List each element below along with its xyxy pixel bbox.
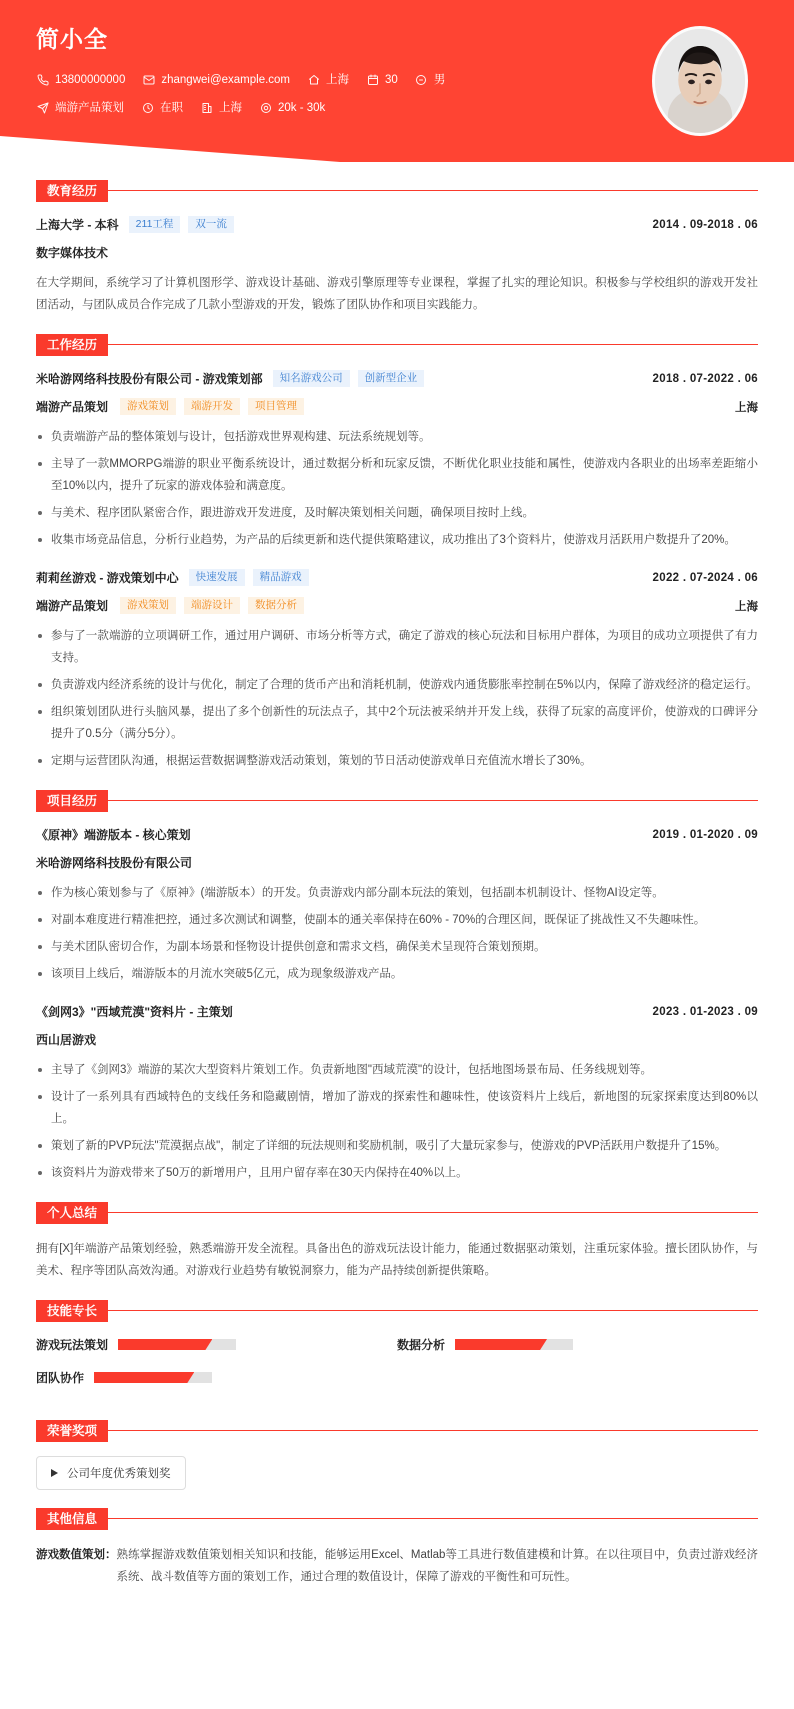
contact-phone-text: 13800000000 <box>55 74 126 86</box>
work-company-tag: 知名游戏公司 <box>273 370 350 387</box>
list-item: 该项目上线后，端游版本的月流水突破5亿元，成为现象级游戏产品。 <box>36 963 758 985</box>
contact-email <box>142 70 290 90</box>
job-status-text: 在职 <box>160 102 183 114</box>
section-header-education <box>36 180 758 202</box>
work-role-tag: 端游开发 <box>184 398 240 415</box>
other-info-text: 熟练掌握游戏数值策划相关知识和技能，能够运用Excel、Matlab等工具进行数值建模和计算。在以往项目中，负责过游戏经济系统、战斗数值等方面的策划工作，通过合理的数值设计，保障了游戏的平衡性和可玩性。 <box>116 1549 758 1583</box>
skill-progress-fill <box>118 1339 212 1350</box>
education-date: 2014 . 09-2018 . 06 <box>652 218 758 231</box>
job-city <box>200 98 242 118</box>
job-target-text: 端游产品策划 <box>55 102 124 114</box>
project-title: 《原神》端游版本 - 核心策划 <box>36 828 191 842</box>
section-rule <box>36 1310 758 1311</box>
project-bullets <box>36 882 758 985</box>
section-rule <box>36 344 758 345</box>
list-item: 与美术、程序团队紧密合作，跟进游戏开发进度，及时解决策划相关问题，确保项目按时上线。 <box>36 502 758 524</box>
contact-location <box>307 70 349 90</box>
skill-progress-fill <box>455 1339 547 1350</box>
salary-expectation-text: 20k - 30k <box>278 102 326 114</box>
section-honors <box>36 1420 758 1490</box>
work-company-tag: 创新型企业 <box>358 370 425 387</box>
section-education <box>36 180 758 316</box>
skill-label: 数据分析 <box>397 1338 446 1352</box>
skill-item <box>36 1336 397 1353</box>
section-projects <box>36 790 758 1184</box>
skill-label: 游戏玩法策划 <box>36 1338 109 1352</box>
other-info-label: 游戏数值策划： <box>36 1549 117 1561</box>
work-role-tag: 数据分析 <box>248 597 304 614</box>
summary-text: 拥有[X]年端游产品策划经验，熟悉端游开发全流程。具备出色的游戏玩法设计能力，能通过数据驱动策划，注重玩家体验。擅长团队协作，与美术、程序等团队高效沟通。对游戏行业趋势有敏锐洞察力，能为产品持续创新提供策略。 <box>36 1243 758 1277</box>
project-entry <box>36 826 758 985</box>
work-bullets <box>36 426 758 551</box>
section-title-summary: 个人总结 <box>36 1202 108 1224</box>
rocket-icon <box>36 102 49 115</box>
section-title-education: 教育经历 <box>36 180 108 202</box>
work-role-line <box>36 398 758 415</box>
skill-item <box>397 1336 758 1353</box>
other-info-row <box>36 1544 758 1588</box>
list-item: 设计了一系列具有西域特色的支线任务和隐藏剧情，增加了游戏的探索性和趣味性，使该资料片上线后，新地图的玩家探索度达到80%以上。 <box>36 1086 758 1130</box>
list-item: 负责端游产品的整体策划与设计，包括游戏世界观构建、玩法系统规划等。 <box>36 426 758 448</box>
work-bullets <box>36 625 758 772</box>
skill-progress-track <box>94 1372 212 1383</box>
section-header-projects <box>36 790 758 812</box>
section-header-work <box>36 334 758 356</box>
section-skills <box>36 1300 758 1402</box>
contact-gender-text: 男 <box>433 74 446 86</box>
section-header-summary <box>36 1202 758 1224</box>
work-date: 2022 . 07-2024 . 06 <box>652 571 758 584</box>
education-entry-headline <box>36 216 758 233</box>
skill-progress-fill <box>94 1372 194 1383</box>
project-bullets <box>36 1059 758 1184</box>
contact-phone <box>36 70 125 90</box>
job-status <box>141 98 183 118</box>
section-title-honors: 荣誉奖项 <box>36 1420 108 1442</box>
project-title: 《剑网3》"西域荒漠"资料片 - 主策划 <box>36 1005 233 1019</box>
list-item: 收集市场竞品信息，分析行业趋势，为产品的后续更新和迭代提供策略建议，成功推出了3个资料片，使游戏月活跃用户数提升了20%。 <box>36 529 758 551</box>
resume-body <box>0 180 794 1614</box>
honor-label: 公司年度优秀策划奖 <box>67 1468 171 1480</box>
section-title-other: 其他信息 <box>36 1508 108 1530</box>
section-header-other <box>36 1508 758 1530</box>
list-item: 与美术团队密切合作，为副本场景和怪物设计提供创意和需求文档，确保美术呈现符合策划预期。 <box>36 936 758 958</box>
education-major: 数字媒体技术 <box>36 246 109 260</box>
contact-location-text: 上海 <box>326 74 350 86</box>
education-description: 在大学期间，系统学习了计算机图形学、游戏设计基础、游戏引擎原理等专业课程，掌握了扎实的理论知识。积极参与学校组织的游戏开发社团活动，与团队成员合作完成了几款小型游戏的开发，锻炼了团队协作和项目实践能力。 <box>36 277 758 311</box>
work-role-line <box>36 597 758 614</box>
section-rule <box>36 800 758 801</box>
honor-item[interactable] <box>36 1456 186 1490</box>
skill-progress-track <box>455 1339 573 1350</box>
education-entry-left <box>36 216 242 233</box>
list-item: 组织策划团队进行头脑风暴，提出了多个创新性的玩法点子，其中2个玩法被采纳并开发上线，获得了玩家的高度评价，使游戏的口碑评分提升了0.5分（满分5分）。 <box>36 701 758 745</box>
work-role-tag: 项目管理 <box>248 398 304 415</box>
contact-email-text: zhangwei@example.com <box>161 74 291 86</box>
work-company-tag: 精品游戏 <box>253 569 309 586</box>
section-title-skills: 技能专长 <box>36 1300 108 1322</box>
section-rule <box>36 1518 758 1519</box>
work-company: 莉莉丝游戏 - 游戏策划中心 <box>36 571 179 585</box>
project-entry-headline <box>36 826 758 843</box>
resume-header <box>0 0 794 162</box>
work-role-left <box>36 597 312 614</box>
job-target <box>36 98 124 118</box>
work-role-left <box>36 398 312 415</box>
section-header-honors <box>36 1420 758 1442</box>
work-entry-left <box>36 370 432 387</box>
section-title-projects: 项目经历 <box>36 790 108 812</box>
work-role-tag: 游戏策划 <box>120 398 176 415</box>
list-item: 该资料片为游戏带来了50万的新增用户，且用户留存率在30天内保持在40%以上。 <box>36 1162 758 1184</box>
list-item: 参与了一款端游的立项调研工作，通过用户调研、市场分析等方式，确定了游戏的核心玩法和目标用户群体，为项目的成功立项提供了有力支持。 <box>36 625 758 669</box>
skill-progress-track <box>118 1339 236 1350</box>
work-role-tag: 端游设计 <box>184 597 240 614</box>
project-org: 米哈游网络科技股份有限公司 <box>36 856 193 870</box>
skills-grid <box>36 1336 758 1402</box>
salary-expectation <box>259 98 325 118</box>
section-rule <box>36 1430 758 1431</box>
list-item: 作为核心策划参与了《原神》(端游版本）的开发。负责游戏内部分副本玩法的策划，包括副本机制设计、怪物AI设定等。 <box>36 882 758 904</box>
header-diagonal-decoration <box>0 136 340 162</box>
list-item: 负责游戏内经济系统的设计与优化，制定了合理的货币产出和消耗机制，使游戏内通货膨胀率控制在5%以内，保障了游戏经济的稳定运行。 <box>36 674 758 696</box>
contact-gender <box>415 70 446 90</box>
calendar-icon <box>366 74 379 87</box>
education-school: 上海大学 - 本科 <box>36 218 119 232</box>
job-city-text: 上海 <box>219 102 242 114</box>
education-entry <box>36 216 758 316</box>
skill-item <box>36 1369 397 1386</box>
project-date: 2023 . 01-2023 . 09 <box>652 1005 758 1018</box>
work-city: 上海 <box>735 600 758 613</box>
avatar <box>652 26 748 136</box>
project-org: 西山居游戏 <box>36 1033 97 1047</box>
section-title-work: 工作经历 <box>36 334 108 356</box>
work-entry-headline <box>36 370 758 387</box>
work-company-tag: 快速发展 <box>189 569 245 586</box>
contact-age-text: 30 <box>385 74 398 86</box>
status-icon <box>141 102 154 115</box>
work-entry-headline <box>36 569 758 586</box>
phone-icon <box>36 74 49 87</box>
project-entry <box>36 1003 758 1184</box>
list-item: 主导了《剑网3》端游的某次大型资料片策划工作。负责新地图"西域荒漠"的设计，包括地图场景布局、任务线规划等。 <box>36 1059 758 1081</box>
section-rule <box>36 190 758 191</box>
work-role: 端游产品策划 <box>36 400 109 414</box>
section-other <box>36 1508 758 1588</box>
list-item: 主导了一款MMORPG端游的职业平衡系统设计，通过数据分析和玩家反馈，不断优化职业技能和属性，使游戏内各职业的出场率差距缩小至10%以内，提升了玩家的游戏体验和满意度。 <box>36 453 758 497</box>
list-item: 策划了新的PVP玩法"荒漠据点战"，制定了详细的玩法规则和奖励机制，吸引了大量玩家参与，使游戏的PVP活跃用户数提升了15%。 <box>36 1135 758 1157</box>
section-work <box>36 334 758 772</box>
work-date: 2018 . 07-2022 . 06 <box>652 372 758 385</box>
list-item: 定期与运营团队沟通，根据运营数据调整游戏活动策划，策划的节日活动使游戏单日充值流水增长了30%。 <box>36 750 758 772</box>
work-city: 上海 <box>735 401 758 414</box>
work-company: 米哈游网络科技股份有限公司 - 游戏策划部 <box>36 372 263 386</box>
section-header-skills <box>36 1300 758 1322</box>
section-rule <box>36 1212 758 1213</box>
education-tag: 211工程 <box>129 216 181 233</box>
play-triangle-icon <box>51 1469 58 1477</box>
work-role: 端游产品策划 <box>36 599 109 613</box>
education-tag: 双一流 <box>188 216 234 233</box>
skill-label: 团队协作 <box>36 1371 85 1385</box>
project-date: 2019 . 01-2020 . 09 <box>652 828 758 841</box>
work-entry <box>36 370 758 551</box>
page-title: 简小全 <box>36 26 108 52</box>
work-role-tag: 游戏策划 <box>120 597 176 614</box>
list-item: 对副本难度进行精准把控，通过多次测试和调整，使副本的通关率保持在60% - 70%的合理区间，既保证了挑战性又不失趣味性。 <box>36 909 758 931</box>
contact-age <box>366 70 398 90</box>
work-entry-left <box>36 569 317 586</box>
work-entry <box>36 569 758 772</box>
home-icon <box>307 74 320 87</box>
project-entry-headline <box>36 1003 758 1020</box>
section-summary <box>36 1202 758 1282</box>
mail-icon <box>142 74 155 87</box>
building-icon <box>200 102 213 115</box>
salary-icon <box>259 102 272 115</box>
gender-icon <box>415 74 428 87</box>
